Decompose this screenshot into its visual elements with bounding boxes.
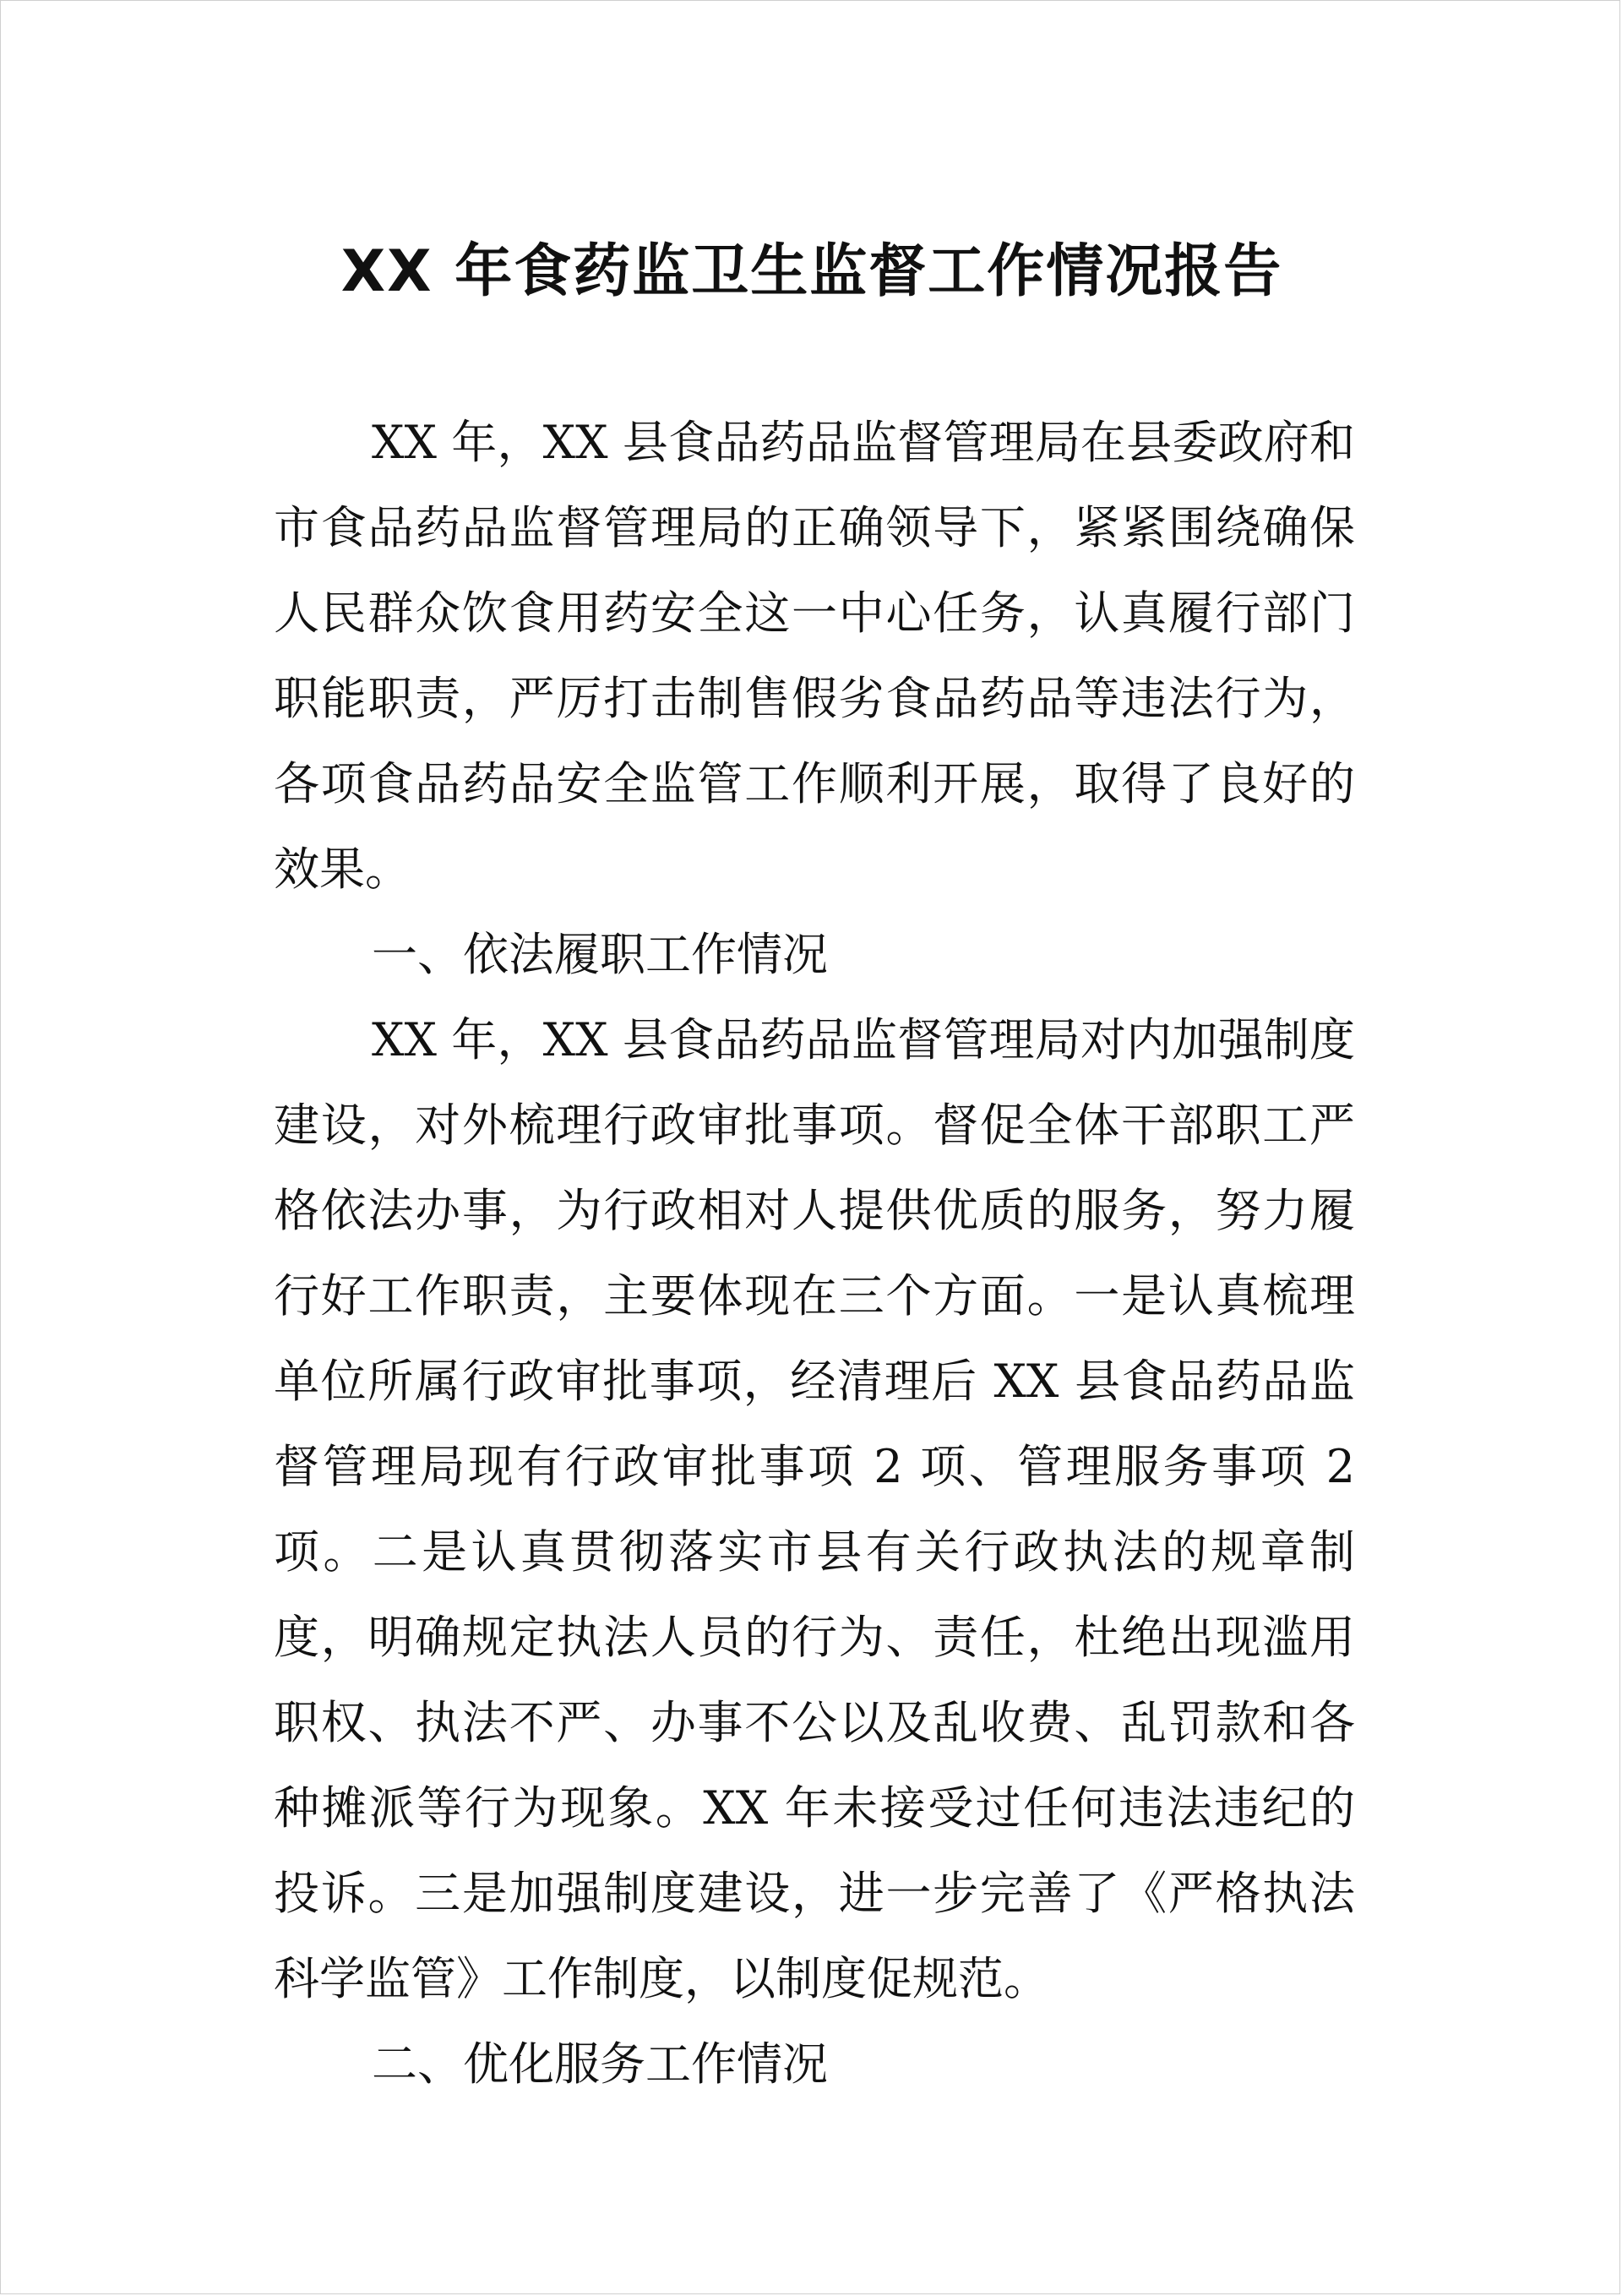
section-1-paragraph: XX 年，XX 县食品药品监督管理局对内加强制度建设，对外梳理行政审批事项。督促全体干部职工严格依法办事，为行政相对人提供优质的服务，努力履行好工作职责，主要体现在三个方面。一是认真梳理单位所属行政审批事项，经清理后 XX 县食品药品监督管理局现有行政审批事项 2 项、管理服务事项 2 项。二是认真贯彻落实市县有关行政执法的规章制度，明确规定执法人员的行为、责任，杜绝出现滥用职权、执法不严、办事不公以及乱收费、乱罚款和各种摊派等行为现象。XX 年未接受过任何违法违纪的投诉。三是加强制度建设，进一步完善了《严格执法科学监管》工作制度，以制度促规范。 xyxy=(274,1013,1355,2005)
section-heading-1: 一、依法履职工作情况 xyxy=(372,928,828,981)
section-heading-2: 二、优化服务工作情况 xyxy=(372,2037,828,2091)
document-body xyxy=(274,400,1355,2107)
intro-paragraph: XX 年，XX 县食品药品监督管理局在县委政府和市食品药品监督管理局的正确领导下，紧紧围绕确保人民群众饮食用药安全这一中心任务，认真履行部门职能职责，严厉打击制售假劣食品药品等违法行为，各项食品药品安全监管工作顺利开展，取得了良好的效果。 xyxy=(274,416,1355,896)
document-title: XX 年食药监卫生监督工作情况报告 xyxy=(340,237,1283,305)
